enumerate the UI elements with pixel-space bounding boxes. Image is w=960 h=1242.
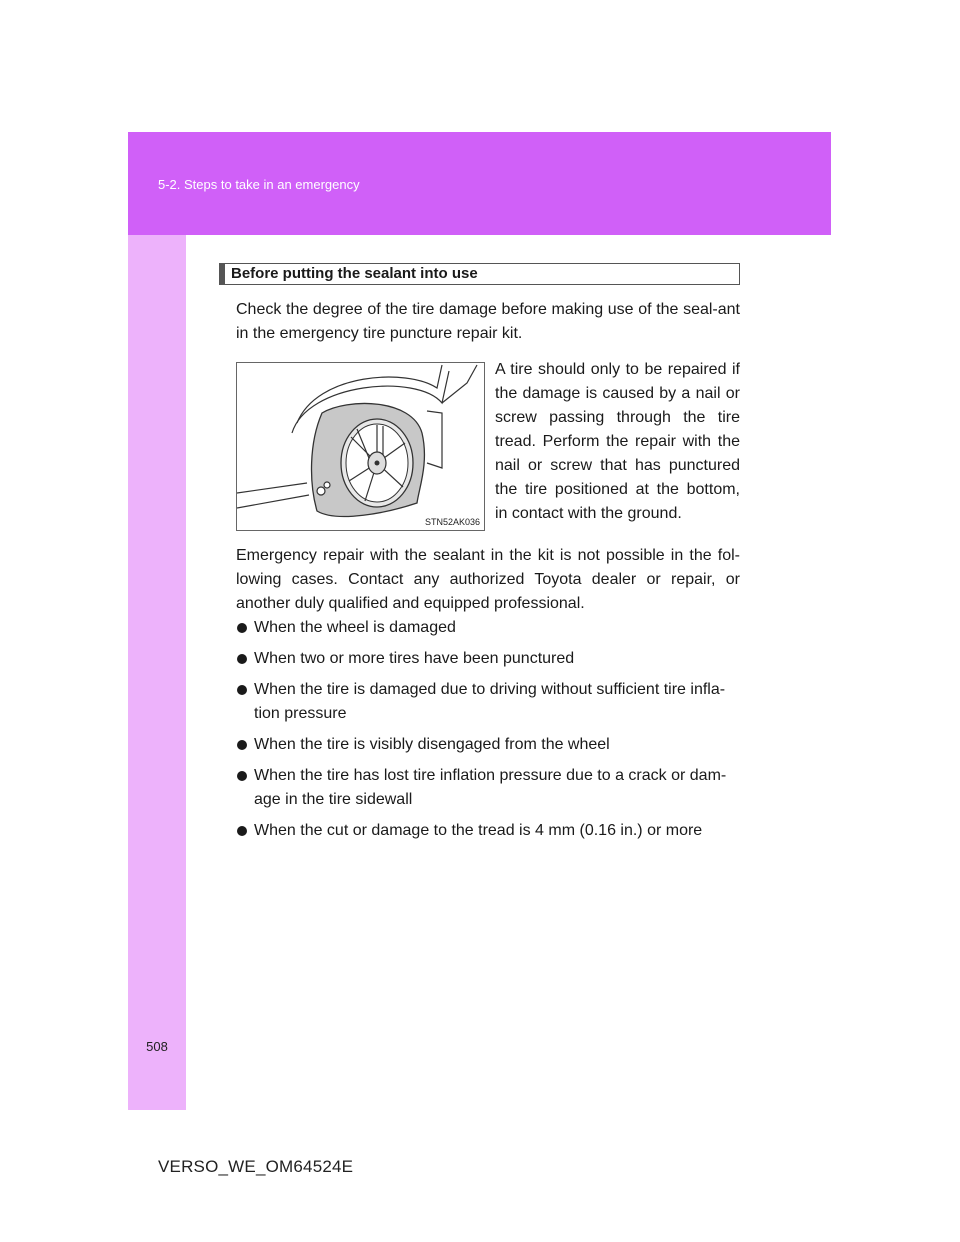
bullet-icon: [237, 771, 247, 781]
page-number: 508: [146, 1039, 168, 1054]
document-code: VERSO_WE_OM64524E: [158, 1157, 354, 1176]
section-title: 5-2. Steps to take in an emergency: [158, 177, 360, 192]
bullet-icon: [237, 826, 247, 836]
list-item: When the tire is damaged due to driving without sufficient tire infla-tion pressure: [236, 678, 740, 726]
list-item: When the wheel is damaged: [236, 616, 740, 640]
cases-paragraph: Emergency repair with the sealant in the kit is not possible in the fol-lowing cases. Contact any authorized Toyota dealer or repair, or another duly qualified and equipped professional.: [236, 547, 740, 612]
bullet-icon: [237, 654, 247, 664]
list-item: When two or more tires have been punctured: [236, 647, 740, 671]
side-strip: [128, 235, 186, 1110]
bullet-icon: [237, 740, 247, 750]
flat-tire-drawing: [237, 363, 484, 530]
tire-illustration: [236, 362, 485, 531]
figure-code: STN52AK036: [424, 517, 480, 527]
list-item: When the cut or damage to the tread is 4 mm (0.16 in.) or more: [236, 819, 740, 843]
intro-paragraph: Check the degree of the tire damage before making use of the seal-ant in the emergency tire puncture repair kit.: [236, 301, 740, 342]
figure-description: A tire should only to be repaired if the damage is caused by a nail or screw passing through the tire tread. Perform the repair with the nail or screw that has punctured the tire positioned at the bottom, in contact with the ground.: [495, 361, 740, 522]
cases-list: [236, 616, 740, 850]
list-item: When the tire has lost tire inflation pressure due to a crack or dam-age in the tire sidewall: [236, 764, 740, 812]
bullet-icon: [237, 623, 247, 633]
bullet-icon: [237, 685, 247, 695]
section-heading: Before putting the sealant into use: [219, 263, 740, 285]
list-item: When the tire is visibly disengaged from the wheel: [236, 733, 740, 757]
